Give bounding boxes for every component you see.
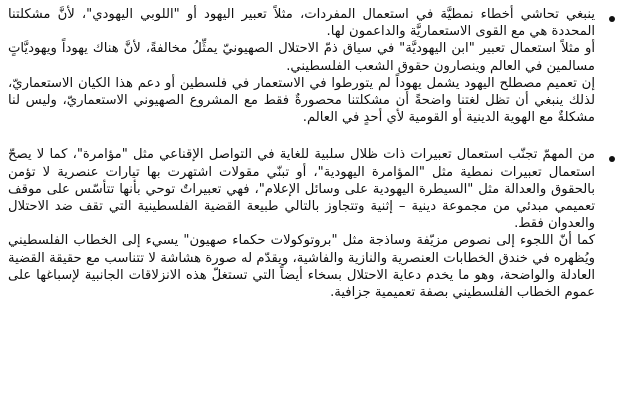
paragraph-text: إن تعميم مصطلح اليهود يشمل يهوداً لم يتورطوا في الاستعمار في فلسطين أو دعم هذا الكيان الاستعماريّ، لذلك ينبغي أن تظل لغتنا واضحةً أن مشكلتنا محصورةٌ فقط مع المشروع الصهيوني الاستعماريّ، وليس لنا مشكلةٌ مع الهوية الدينية أو القومية لأي أحدٍ في العالم.: [8, 75, 595, 126]
bullet-dot-icon: [609, 16, 615, 22]
paragraph-text: أو مثلاً استعمال تعبير "ابن اليهوديَّة" في سياق ذمّ الاحتلال الصهيونيّ يمثِّلُ مخالفةً، لأنَّ هناك يهوداً ويهوديَّاتٍ مسالمين في العالم وينصارون حقوق الشعب الفلسطيني.: [8, 41, 595, 74]
paragraph-text: كما أنّ اللجوء إلى نصوص مزيّفة وساذجة مثل "بروتوكولات حكماء صهيون" يسيء إلى الخطاب الفلسطيني ويُظهره في خندق الخطابات العنصرية والنازية والفاشية، ويقدّم له صورة هشاشة لا تتناسب مع حقيقة القضية العادلة والواضحة، وهو ما يخدم دعاية الاحتلال بسخاء أيضاً التي تستغلّ هذه الانزلاقات الجانبية لإسباغها على عموم الخطاب الفلسطيني بصفة تعميمية جزافية.: [8, 233, 595, 301]
bullet-dot-icon: [609, 156, 615, 162]
paragraph-text: ينبغي تحاشي أخطاء نمطيَّة في استعمال المفردات، مثلاً تعبير اليهود أو "اللوبي اليهودي"، لأنَّ مشكلتنا المحددة هي مع القوى الاستعماريَّة والداعمون لها.: [8, 7, 595, 40]
bullet-item-vocabulary: [8, 6, 623, 126]
paragraph-text: من المهمّ تجنّب استعمال تعبيرات ذات ظلال سلبية للغاية في التواصل الإقناعي مثل "مؤامرة"، كما لا يصحّ استعمال تعبيرات نمطية مثل "المؤامرة اليهودية"، أو تبنّي مقولات اشتهرت بها تيارات عنصرية لا تؤمن بالحقوق والعدالة مثل "السيطرة اليهودية على وسائل الإعلام"، فهي تعبيراتٌ توحي بأنها تتأسّس على موقف تعميمي مبدئي من مجموعة دينية – إثنية وتتجاوز بالتالي طبيعة القضية الفلسطينية التي تقف ضد الاحتلال والعدوان فقط.: [8, 147, 595, 232]
bullet-item-conspiracy-terms: [8, 146, 623, 301]
